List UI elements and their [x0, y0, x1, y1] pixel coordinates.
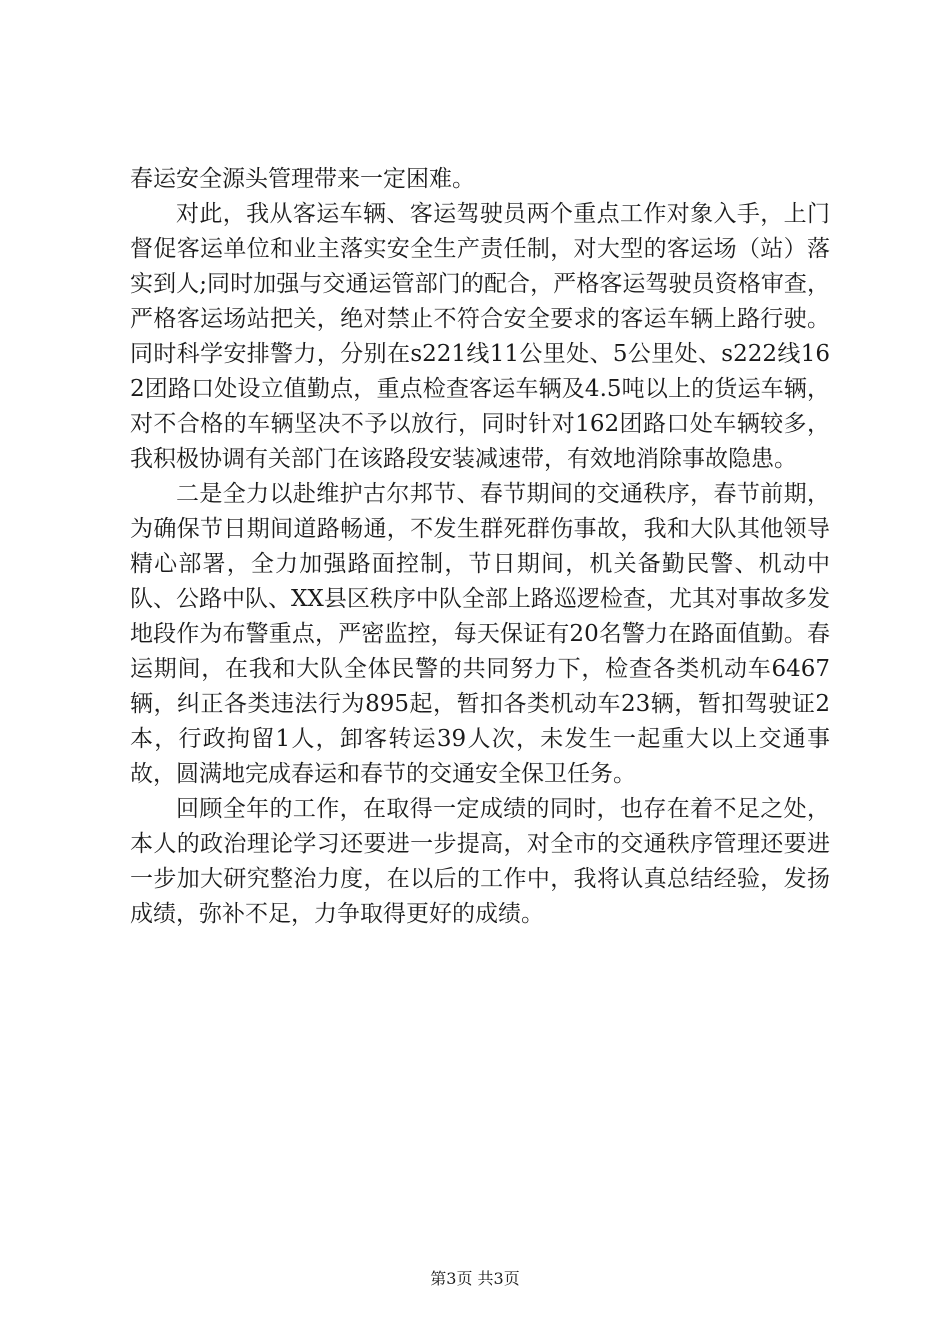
paragraph-2: 对此，我从客运车辆、客运驾驶员两个重点工作对象入手，上门督促客运单位和业主落实安全生产责任制，对大型的客运场（站）落实到人;同时加强与交通运管部门的配合，严格客运驾驶员资格审查，严格客运场站把关，绝对禁止不符合安全要求的客运车辆上路行驶。同时科学安排警力，分别在s221线11公里处、5公里处、s222线162团路口处设立值勤点，重点检查客运车辆及4.5吨以上的货运车辆，对不合格的车辆坚决不予以放行，同时针对162团路口处车辆较多，我积极协调有关部门在该路段安装减速带，有效地消除事故隐患。	[130, 201, 830, 472]
paragraph-4: 回顾全年的工作，在取得一定成绩的同时，也存在着不足之处，本人的政治理论学习还要进一步提高，对全市的交通秩序管理还要进一步加大研究整治力度，在以后的工作中，我将认真总结经验，发扬成绩，弥补不足，力争取得更好的成绩。	[130, 796, 830, 927]
page-number-footer: 第3页 共3页	[430, 1269, 520, 1288]
paragraph-1: 春运安全源头管理带来一定困难。	[130, 166, 475, 192]
paragraph-3: 二是全力以赴维护古尔邦节、春节期间的交通秩序，春节前期，为确保节日期间道路畅通，不发生群死群伤事故，我和大队其他领导精心部署，全力加强路面控制，节日期间，机关备勤民警、机动中队、公路中队、XX县区秩序中队全部上路巡逻检查，尤其对事故多发地段作为布警重点，严密监控，每天保证有20名警力在路面值勤。春运期间，在我和大队全体民警的共同努力下，检查各类机动车6467辆，纠正各类违法行为895起，暂扣各类机动车23辆，暂扣驾驶证2本，行政拘留1人，卸客转运39人次，未发生一起重大以上交通事故，圆满地完成春运和春节的交通安全保卫任务。	[130, 481, 830, 787]
document-body	[130, 162, 830, 932]
